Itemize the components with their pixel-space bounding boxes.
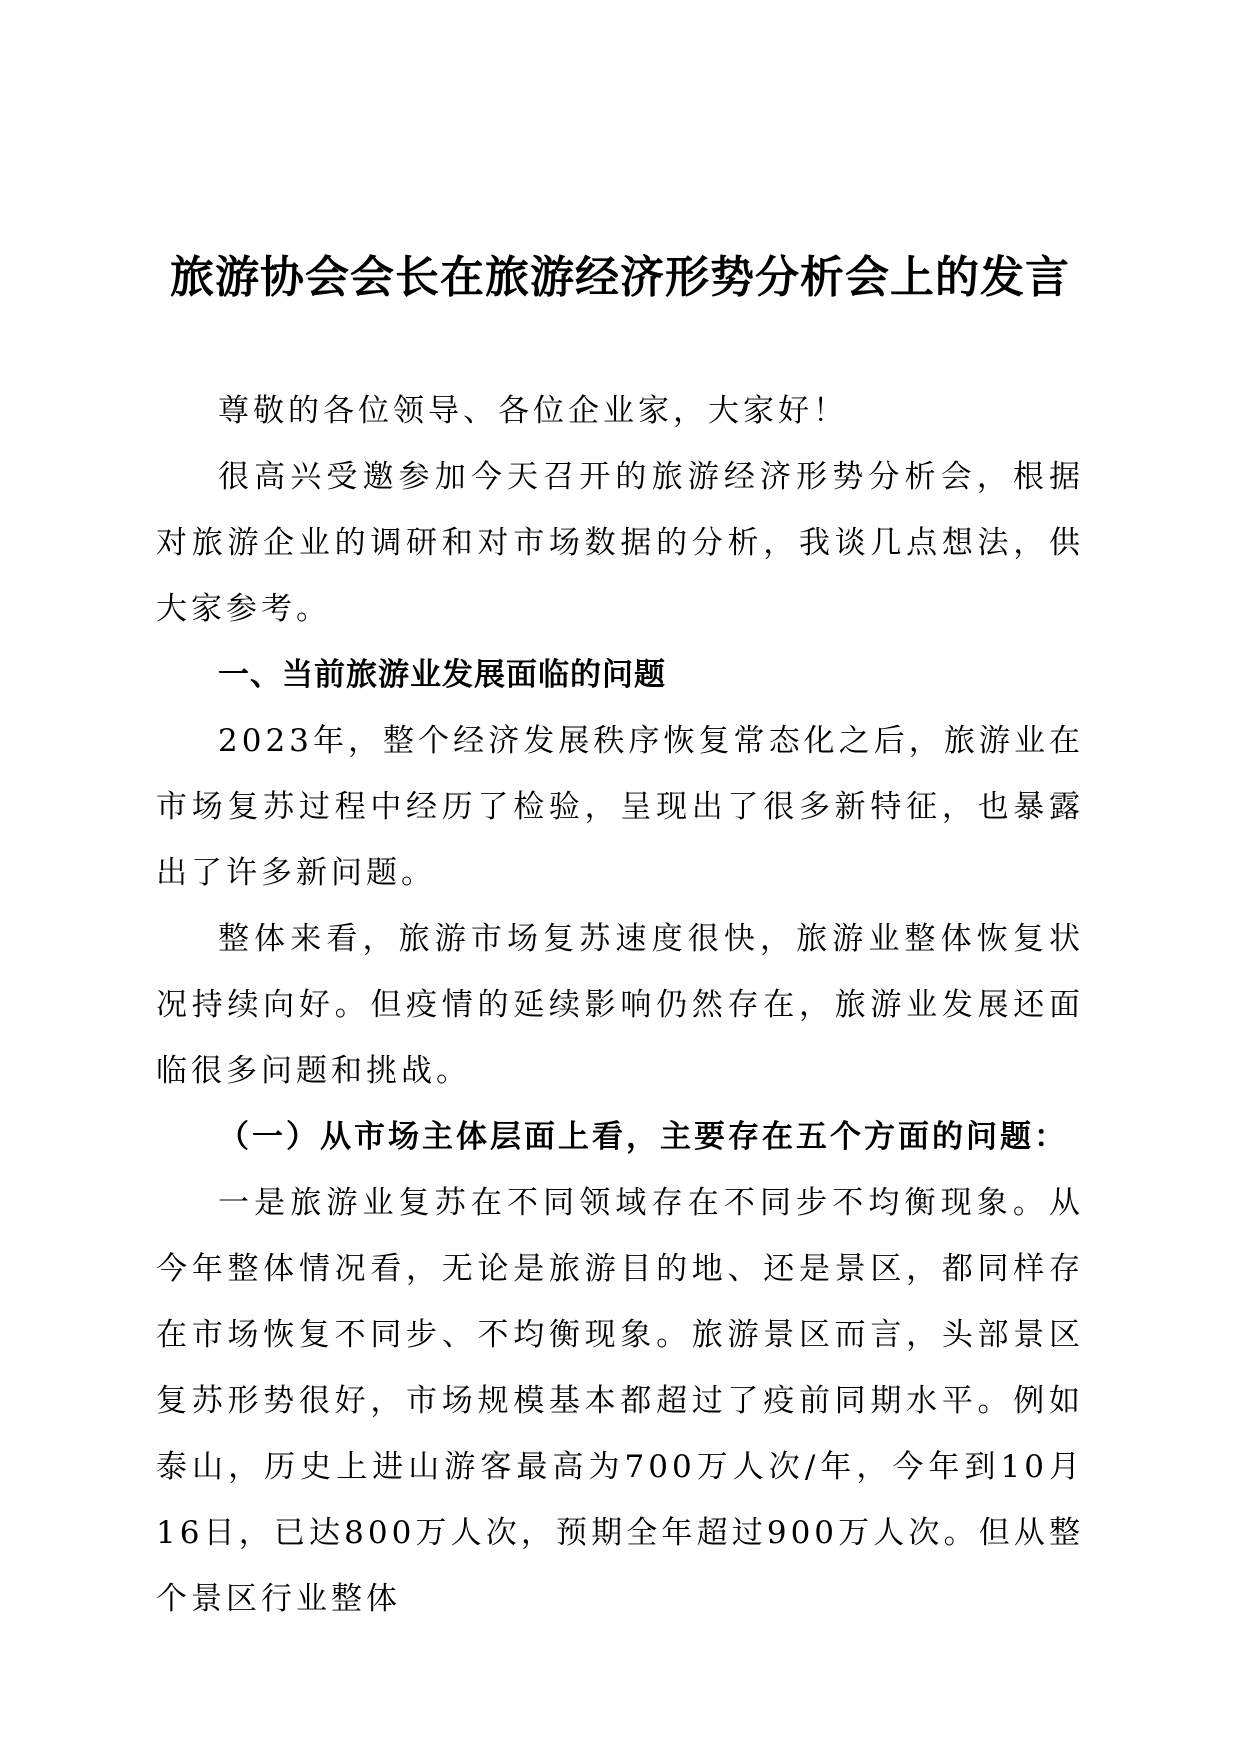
body-paragraph: 一是旅游业复苏在不同领域存在不同步不均衡现象。从今年整体情况看，无论是旅游目的地、还是景区，都同样存在市场恢复不同步、不均衡现象。旅游景区而言，头部景区复苏形势很好，市场规模基本都超过了疫前同期水平。例如泰山，历史上进山游客最高为700万人次/年，今年到10月16日，已达800万人次，预期全年超过900万人次。但从整个景区行业整体 <box>156 1185 1084 1617</box>
intro-paragraph: 很高兴受邀参加今天召开的旅游经济形势分析会，根据对旅游企业的调研和对市场数据的分析，我谈几点想法，供大家参考。 <box>156 459 1084 627</box>
body-paragraph: 整体来看，旅游市场复苏速度很快，旅游业整体恢复状况持续向好。但疫情的延续影响仍然存在，旅游业发展还面临很多问题和挑战。 <box>156 921 1084 1089</box>
document-title: 旅游协会会长在旅游经济形势分析会上的发言 <box>170 252 1070 303</box>
section-heading: 一、当前旅游业发展面临的问题 <box>218 657 666 693</box>
document-content <box>156 248 1084 1632</box>
greeting-paragraph: 尊敬的各位领导、各位企业家，大家好！ <box>218 393 848 429</box>
document-body <box>156 378 1084 1632</box>
body-paragraph: 2023年，整个经济发展秩序恢复常态化之后，旅游业在市场复苏过程中经历了检验，呈现出了很多新特征，也暴露出了许多新问题。 <box>156 723 1084 891</box>
subsection-heading: （一）从市场主体层面上看，主要存在五个方面的问题： <box>218 1119 1068 1155</box>
